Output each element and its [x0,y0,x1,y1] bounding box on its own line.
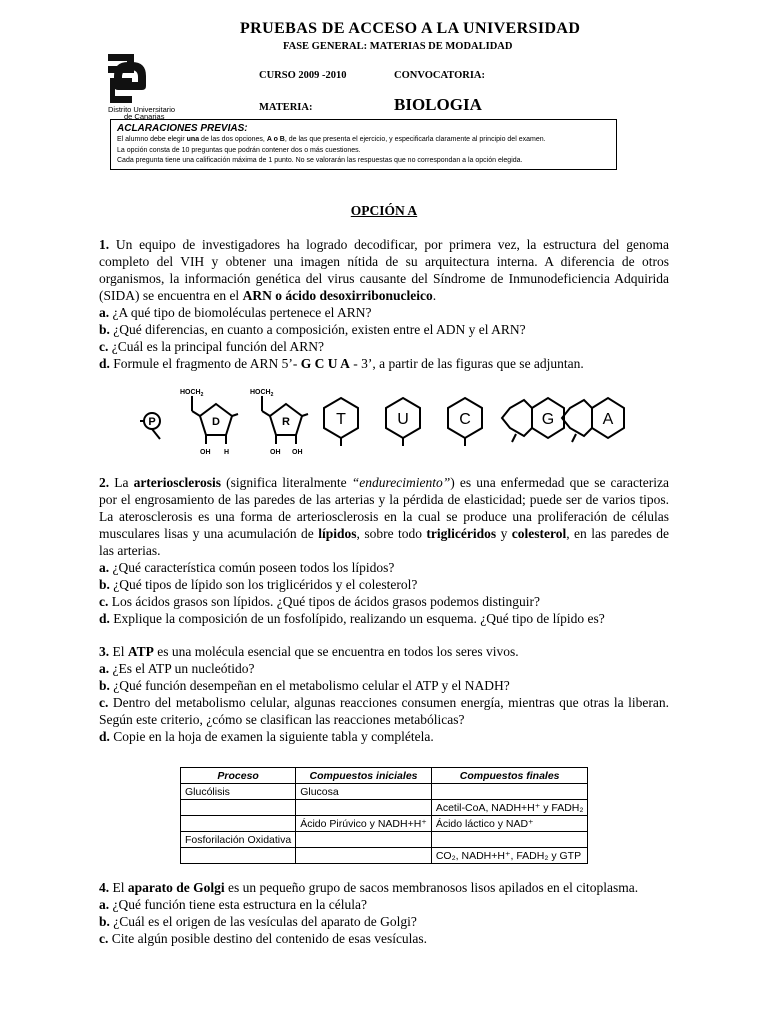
question-3-d: d. Copie en la hoja de examen la siguiente tabla y complétela. [99,729,434,744]
instructions-title: ACLARACIONES PREVIAS: [117,123,248,134]
base-label-g: G [541,411,555,428]
ribose-oh-2: OH [292,449,303,456]
question-4-a: a. ¿Qué función tiene esta estructura en la célula? [99,897,367,912]
deoxyribose-oh: OH [200,449,211,456]
table-cell [181,800,296,816]
table-header: Compuestos finales [431,768,588,784]
table-row [181,848,588,864]
question-3-b: b. ¿Qué función desempeñan en el metabolismo celular el ATP y el NADH? [99,678,510,693]
deoxyribose-h: H [224,449,230,456]
logo-subtitle-1: Distrito Universitario [108,105,176,114]
question-2-a: a. ¿Qué característica común poseen todos los lípidos? [99,560,395,575]
question-2 [99,474,669,627]
table-cell: Ácido láctico y NAD⁺ [431,816,588,832]
question-1-c: c. ¿Cuál es la principal función del ARN? [99,339,324,354]
question-2-b: b. ¿Qué tipos de lípido son los triglicéridos y el colesterol? [99,577,418,592]
table-cell: Glucosa [296,784,432,800]
instructions-line-2: La opción consta de 10 preguntas que podrán contener dos o más cuestiones. [117,146,361,154]
phosphate-label: P [148,416,156,428]
base-label-u: U [397,411,409,428]
table-cell: Ácido Pirúvico y NADH+H⁺ [296,816,432,832]
table-cell [181,848,296,864]
nucleotide-figures-svg [132,384,632,456]
base-label-t: T [336,411,346,428]
table-cell [181,816,296,832]
table-row [181,832,588,848]
metabolism-table [180,767,588,864]
table-row [181,784,588,800]
table-row [181,800,588,816]
question-4-b: b. ¿Cuál es el origen de las vesículas del aparato de Golgi? [99,914,417,929]
table-cell [296,832,432,848]
question-4-c: c. Cite algún posible destino del contenido de esas vesículas. [99,931,428,946]
instructions-box [110,119,617,170]
logo-subtitle-2: de Canarias [124,112,165,120]
option-heading: OPCIÓN A [350,203,418,218]
question-2-c: c. Los ácidos grasos son lípidos. ¿Qué tipos de ácidos grasos podemos distinguir? [99,594,540,609]
question-2-stem: 2. La arteriosclerosis (significa literalmente “endurecimiento”) es una enfermedad que se caracteriza por el engrosamiento de las paredes de las arterias y la pérdida de elasticidad; puede ser de varios tipos. La aterosclerosis es una forma de arteriosclerosis en la cual se produce una proliferación de células musculares lisas y una acumulación de lípidos, sobre todo triglicéridos y colesterol, en las paredes de las arterias. [99,475,670,558]
duc-logo [104,24,196,120]
question-3-stem: 3. El ATP es una molécula esencial que se encuentra en todos los seres vivos. [99,644,519,659]
table-cell: Glucólisis [181,784,296,800]
question-3-c: c. Dentro del metabolismo celular, algunas reacciones consumen energía, mientras que otras la liberan. Según este criterio, ¿cómo se clasifican las reacciones metabólicas? [99,695,669,727]
page-title: PRUEBAS DE ACCESO A LA UNIVERSIDAD [240,20,581,37]
table-cell [296,800,432,816]
ribose-oh-1: OH [270,449,281,456]
table-header: Proceso [181,768,296,784]
question-1 [99,236,669,372]
question-4 [99,879,669,947]
table-header: Compuestos iniciales [296,768,432,784]
table-cell [431,784,588,800]
deoxyribose-hoch2: $HOCH_2$ [180,389,204,398]
base-label-c: C [459,411,471,428]
instructions-line-1: El alumno debe elegir una de las dos opciones, A o B, de las que presenta el ejercicio, y especificarla claramente al principio del examen. [117,136,546,143]
convocatoria-label: CONVOCATORIA: [394,70,485,81]
question-3-a: a. ¿Es el ATP un nucleótido? [99,661,255,676]
subject-value: BIOLOGIA [394,95,482,114]
nucleotide-figures [132,384,632,456]
table-cell [296,848,432,864]
table-row [181,816,588,832]
question-1-b: b. ¿Qué diferencias, en cuanto a composición, existen entre el ADN y el ARN? [99,322,526,337]
base-label-a: A [602,411,614,428]
question-1-a: a. ¿A qué tipo de biomoléculas pertenece el ARN? [99,305,372,320]
subject-label: MATERIA: [259,102,313,113]
ribose-label: R [282,416,290,428]
table-cell: CO₂, NADH+H⁺, FADH₂ y GTP [431,848,588,864]
table-cell: Fosforilación Oxidativa [181,832,296,848]
question-1-d: d. Formule el fragmento de ARN 5’- G C U A - 3’, a partir de las figuras que se adjuntan. [99,356,584,371]
ribose-hoch2: $HOCH_2$ [250,389,274,398]
page-subtitle: FASE GENERAL: MATERIAS DE MODALIDAD [283,41,513,52]
question-4-stem: 4. El aparato de Golgi es un pequeño grupo de sacos membranosos lisos apilados en el citoplasma. [99,880,639,895]
table-header-row [181,768,588,784]
course-year: CURSO 2009 -2010 [259,70,347,81]
question-1-stem: 1. Un equipo de investigadores ha logrado decodificar, por primera vez, la estructura del genoma completo del VIH y obtener una imagen nítida de su arquitectura interna. A diferencia de otros organismos, la información genética del virus causante del Síndrome de Inmunodeficiencia Adquirida (SIDA) se encuentra en el ARN o ácido desoxirribonucleico. [99,237,669,303]
table-cell [431,832,588,848]
question-2-d: d. Explique la composición de un fosfolípido, realizando un esquema. ¿Qué tipo de lípido es? [99,611,605,626]
table-cell: Acetil-CoA, NADH+H⁺ y FADH₂ [431,800,588,816]
deoxyribose-label: D [212,416,220,428]
instructions-line-3: Cada pregunta tiene una calificación máxima de 1 punto. No se valorarán las respuestas que no correspondan a la opción elegida. [117,157,523,164]
question-3 [99,643,669,745]
duc-logo-graphic [104,24,196,120]
